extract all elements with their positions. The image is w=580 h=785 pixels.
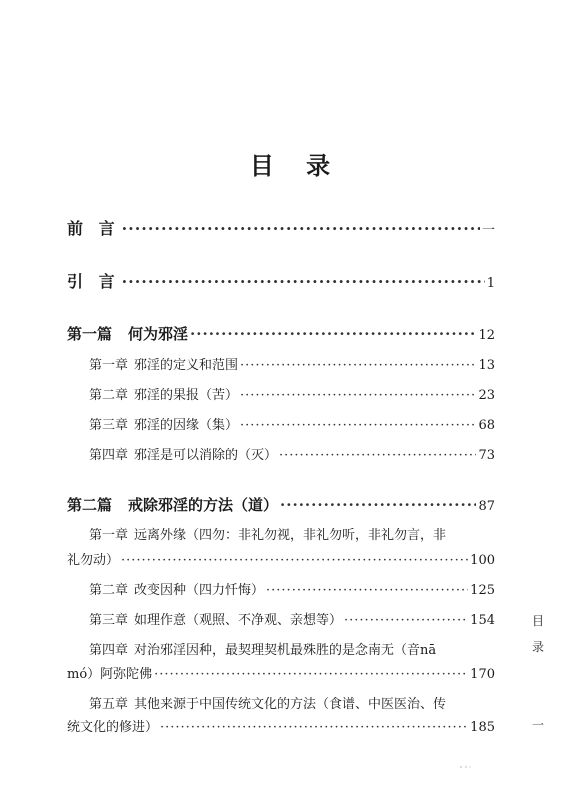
dot-leader bbox=[279, 448, 476, 463]
dot-leader bbox=[344, 613, 468, 628]
chapter-number: 第四章 bbox=[89, 643, 129, 658]
dot-leader bbox=[190, 325, 476, 343]
entry-label: 引 言 bbox=[67, 272, 120, 291]
entry-label: 前 言 bbox=[67, 219, 120, 238]
page-number: 100 bbox=[470, 553, 495, 568]
chapter-number: 第五章 bbox=[89, 697, 129, 712]
margin-label-top: 目 bbox=[532, 614, 545, 628]
toc-entry-p2-ch1[interactable] bbox=[67, 549, 495, 568]
chapter-number: 第二章 bbox=[89, 388, 129, 403]
dot-leader bbox=[280, 496, 476, 514]
dot-leader bbox=[154, 667, 468, 682]
chapter-number: 第二章 bbox=[89, 583, 129, 598]
toc-entry-p1-ch1[interactable] bbox=[89, 354, 495, 373]
dot-leader bbox=[160, 720, 468, 735]
chapter-title: 邪淫的定义和范围 bbox=[134, 358, 239, 373]
page-number: 13 bbox=[478, 358, 495, 373]
toc-entry-intro[interactable] bbox=[67, 269, 495, 292]
toc-entry-p1-ch2[interactable] bbox=[89, 384, 495, 403]
page-number: 170 bbox=[470, 667, 495, 682]
part-number: 第二篇 bbox=[67, 496, 113, 514]
page-number: 87 bbox=[478, 499, 495, 514]
dot-leader bbox=[122, 272, 485, 291]
chapter-title: 邪淫是可以消除的（灭） bbox=[134, 448, 278, 463]
dot-leader bbox=[240, 358, 476, 373]
page-number: 12 bbox=[478, 328, 495, 343]
chapter-number: 第一章 bbox=[89, 358, 129, 373]
chapter-title-line2: mó）阿弥陀佛 bbox=[67, 667, 153, 682]
dot-leader bbox=[266, 583, 468, 598]
page-number: 1 bbox=[486, 276, 495, 291]
margin-page-number: 一 bbox=[532, 718, 545, 732]
toc-entry-p2-ch3[interactable] bbox=[89, 609, 495, 628]
page-number: 154 bbox=[470, 613, 495, 628]
toc-entry-p1-ch3[interactable] bbox=[89, 414, 495, 433]
part-title: 何为邪淫 bbox=[128, 325, 189, 343]
margin-label-bottom: 录 bbox=[532, 640, 545, 654]
chapter-title-line1: 对治邪淫因种，最契理契机最殊胜的是念南无（音nā bbox=[134, 643, 437, 658]
chapter-title-line2: 礼勿动） bbox=[67, 553, 120, 568]
toc-entry-preface[interactable] bbox=[67, 216, 495, 239]
page-number: 68 bbox=[478, 418, 495, 433]
chapter-title-line2: 统文化的修进） bbox=[67, 720, 159, 735]
part-number: 第一篇 bbox=[67, 325, 113, 343]
chapter-title-line1: 其他来源于中国传统文化的方法（食谱、中医医治、传 bbox=[134, 697, 447, 712]
dot-leader bbox=[121, 553, 468, 568]
dot-leader bbox=[122, 219, 480, 238]
part-title: 戒除邪淫的方法（道） bbox=[128, 496, 279, 514]
chapter-number: 第三章 bbox=[89, 613, 129, 628]
toc-entry-p2-ch5-line1[interactable] bbox=[89, 693, 446, 712]
chapter-number: 第四章 bbox=[89, 448, 129, 463]
chapter-number: 第三章 bbox=[89, 418, 129, 433]
page-number: 73 bbox=[478, 448, 495, 463]
chapter-title: 如理作意（观照、不净观、亲想等） bbox=[134, 613, 343, 628]
dot-leader bbox=[240, 418, 476, 433]
toc-entry-part-2[interactable] bbox=[67, 494, 495, 515]
toc-entry-p1-ch4[interactable] bbox=[89, 444, 495, 463]
toc-entry-p2-ch5[interactable] bbox=[67, 716, 495, 735]
page-number: 185 bbox=[470, 720, 495, 735]
page-number: 一 bbox=[481, 223, 495, 238]
page-number: 23 bbox=[478, 388, 495, 403]
chapter-title: 邪淫的果报（苦） bbox=[134, 388, 239, 403]
page-title: 目 录 bbox=[249, 151, 343, 180]
toc-entry-p2-ch4-line1[interactable] bbox=[89, 639, 436, 658]
chapter-title: 改变因种（四力忏悔） bbox=[134, 583, 265, 598]
toc-entry-p2-ch2[interactable] bbox=[89, 579, 495, 598]
toc-entry-p2-ch4[interactable] bbox=[67, 663, 495, 682]
chapter-title: 邪淫的因缘（集） bbox=[134, 418, 239, 433]
scan-mark-icon bbox=[458, 762, 472, 772]
toc-entry-part-1[interactable] bbox=[67, 323, 495, 344]
chapter-number: 第一章 bbox=[89, 528, 129, 543]
toc-entry-p2-ch1-line1[interactable] bbox=[89, 524, 446, 543]
dot-leader bbox=[240, 388, 476, 403]
chapter-title-line1: 远离外缘（四勿：非礼勿视，非礼勿听，非礼勿言，非 bbox=[134, 528, 447, 543]
page-number: 125 bbox=[470, 583, 495, 598]
